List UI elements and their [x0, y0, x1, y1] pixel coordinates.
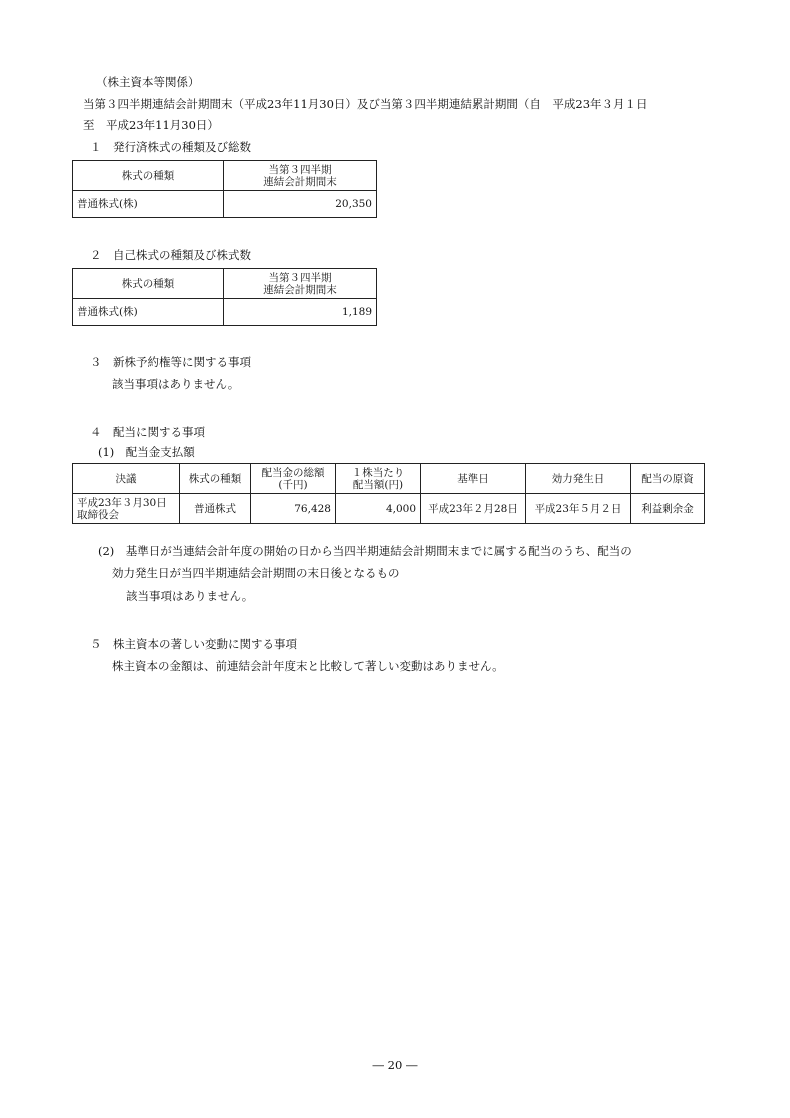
row-resolution-line1: 平成23年３月30日 [77, 496, 167, 509]
row-record-date: 平成23年２月28日 [421, 494, 526, 524]
row-total-dividend: 76,428 [251, 494, 336, 524]
header-total-dividend-line2: (千円) [278, 478, 308, 491]
issued-shares-table [72, 160, 377, 218]
intro-line-1: 当第３四半期連結会計期間末（平成23年11月30日）及び当第３四半期連結累計期間（自 平成23年３月１日 [83, 97, 648, 111]
header-period-end [224, 269, 377, 299]
header-resolution: 決議 [73, 464, 180, 494]
header-total-dividend-line1: 配当金の総額 [261, 466, 325, 479]
row-share-count: 20,350 [224, 191, 377, 218]
section-4-sub2-line2: 効力発生日が当四半期連結会計期間の末日後となるもの [112, 566, 400, 580]
row-resolution-line2: 取締役会 [77, 508, 119, 521]
header-effective-date: 効力発生日 [526, 464, 631, 494]
header-share-type: 株式の種類 [180, 464, 251, 494]
header-period-end-line2: 連結会計期間末 [263, 175, 337, 188]
section-4-sub2-line1: (2) 基準日が当連結会計年度の開始の日から当四半期連結会計期間末までに属する配当のうち、配当の [98, 544, 632, 558]
row-share-type: 普通株式(株) [73, 191, 224, 218]
header-period-end-line1: 当第３四半期 [268, 163, 332, 176]
header-period-end-line2: 連結会計期間末 [263, 283, 337, 296]
page-number: ― 20 ― [372, 1058, 418, 1072]
dividends-table [72, 463, 705, 524]
treasury-shares-table [72, 268, 377, 326]
header-share-type: 株式の種類 [73, 161, 224, 191]
header-per-share [336, 464, 421, 494]
row-resolution [73, 494, 180, 524]
row-per-share: 4,000 [336, 494, 421, 524]
row-share-type: 普通株式 [180, 494, 251, 524]
row-share-count: 1,189 [224, 299, 377, 326]
section-4-sub1: (1) 配当金支払額 [98, 445, 195, 459]
section-3-heading: ３ 新株予約権等に関する事項 [90, 355, 251, 369]
row-effective-date: 平成23年５月２日 [526, 494, 631, 524]
header-dividend-source: 配当の原資 [631, 464, 705, 494]
header-per-share-line1: １株当たり [351, 466, 405, 479]
header-period-end [224, 161, 377, 191]
intro-line-2: 至 平成23年11月30日） [83, 118, 219, 132]
header-record-date: 基準日 [421, 464, 526, 494]
section-title: （株主資本等関係） [96, 75, 200, 89]
section-1-heading: １ 発行済株式の種類及び総数 [90, 140, 251, 154]
section-5-heading: ５ 株主資本の著しい変動に関する事項 [90, 637, 297, 651]
row-dividend-source: 利益剰余金 [631, 494, 705, 524]
section-3-text: 該当事項はありません。 [112, 377, 240, 391]
section-4-heading: ４ 配当に関する事項 [90, 425, 205, 439]
section-4-sub2-text: 該当事項はありません。 [126, 589, 254, 603]
header-total-dividend [251, 464, 336, 494]
row-share-type: 普通株式(株) [73, 299, 224, 326]
header-per-share-line2: 配当額(円) [352, 478, 404, 491]
header-period-end-line1: 当第３四半期 [268, 271, 332, 284]
section-5-text: 株主資本の金額は、前連結会計年度末と比較して著しい変動はありません。 [112, 659, 504, 673]
header-share-type: 株式の種類 [73, 269, 224, 299]
section-2-heading: ２ 自己株式の種類及び株式数 [90, 248, 251, 262]
